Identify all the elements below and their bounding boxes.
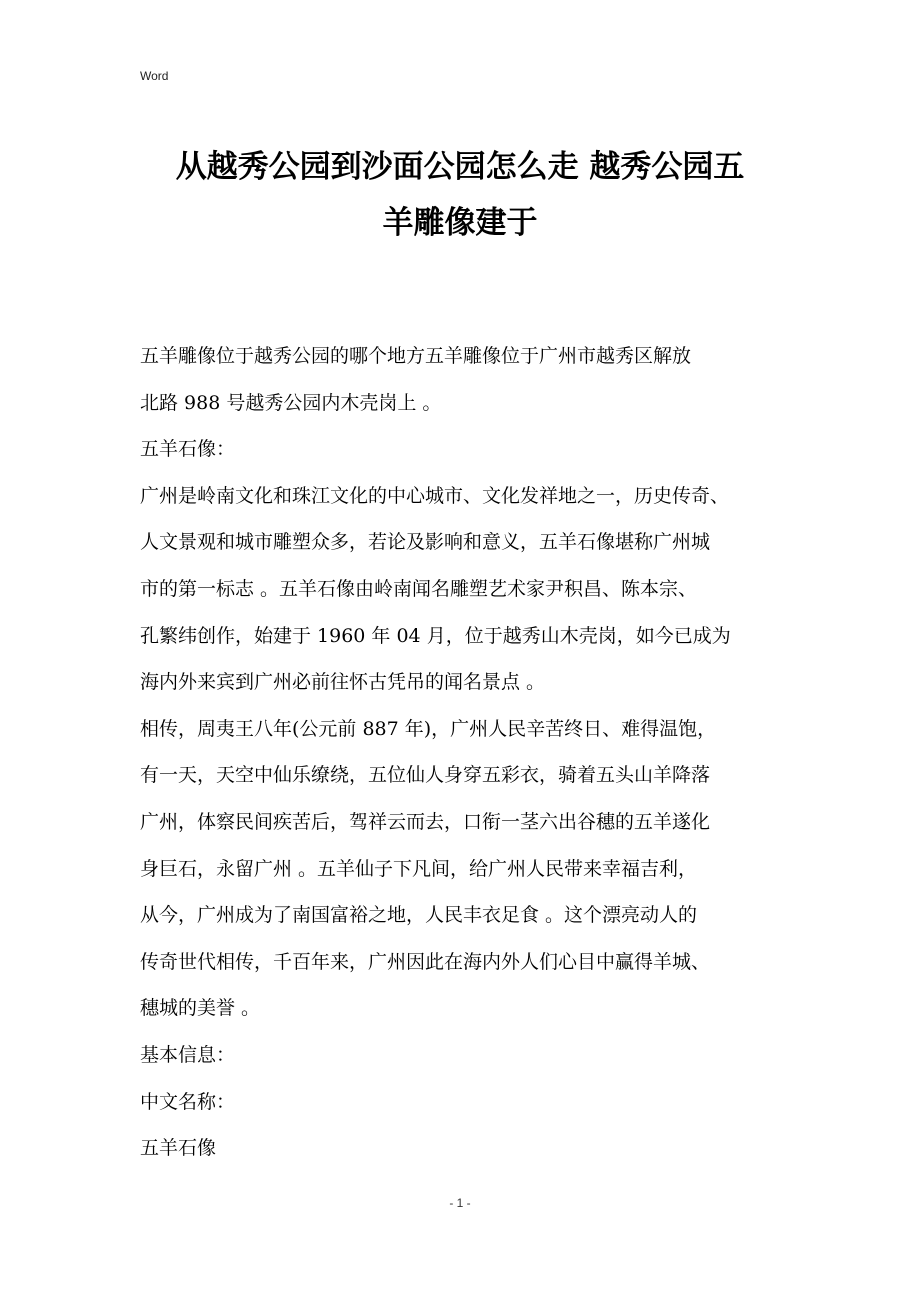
document-body — [140, 333, 800, 1172]
body-line: 孔繁纬创作，始建于 1960 年 04 月，位于越秀山木壳岗，如今已成为 — [140, 624, 731, 647]
body-line: 广州，体察民间疾苦后，驾祥云而去，口衔一茎六出谷穗的五羊遂化 — [140, 810, 711, 833]
page-number: - 1 - — [449, 1196, 471, 1210]
body-line: 传奇世代相传，千百年来，广州因此在海内外人们心目中赢得羊城、 — [140, 950, 711, 973]
body-line: 穗城的美誉 。 — [140, 997, 261, 1020]
body-line: 广州是岭南文化和珠江文化的中心城市、文化发祥地之一，历史传奇、 — [140, 484, 730, 507]
header-label: Word — [140, 69, 169, 83]
body-line: 中文名称： — [140, 1090, 236, 1113]
body-line: 市的第一标志 。五羊石像由岭南闻名雕塑艺术家尹积昌、陈本宗、 — [140, 577, 698, 600]
body-line: 有一天，天空中仙乐缭绕，五位仙人身穿五彩衣，骑着五头山羊降落 — [140, 764, 711, 787]
body-line: 北路 988 号越秀公园内木壳岗上 。 — [140, 391, 442, 414]
body-line: 五羊雕像位于越秀公园的哪个地方五羊雕像位于广州市越秀区解放 — [140, 345, 692, 367]
body-line: 从今，广州成为了南国富裕之地，人民丰衣足食 。这个漂亮动人的 — [140, 904, 698, 927]
document-title-line-1: 从越秀公园到沙面公园怎么走 越秀公园五 — [175, 149, 745, 185]
document-title-line-2: 羊雕像建于 — [382, 205, 538, 241]
body-line: 身巨石，永留广州 。五羊仙子下凡间，给广州人民带来幸福吉利， — [140, 857, 698, 880]
body-line: 相传，周夷王八年(公元前 887 年)，广州人民辛苦终日、难得温饱， — [140, 717, 717, 740]
body-line: 人文景观和城市雕塑众多，若论及影响和意义，五羊石像堪称广州城 — [140, 531, 711, 554]
body-line: 海内外来宾到广州必前往怀古凭吊的闻名景点 。 — [140, 671, 546, 694]
body-line: 五羊石像： — [140, 438, 236, 461]
body-line: 五羊石像 — [140, 1137, 217, 1160]
body-line: 基本信息： — [140, 1043, 236, 1066]
